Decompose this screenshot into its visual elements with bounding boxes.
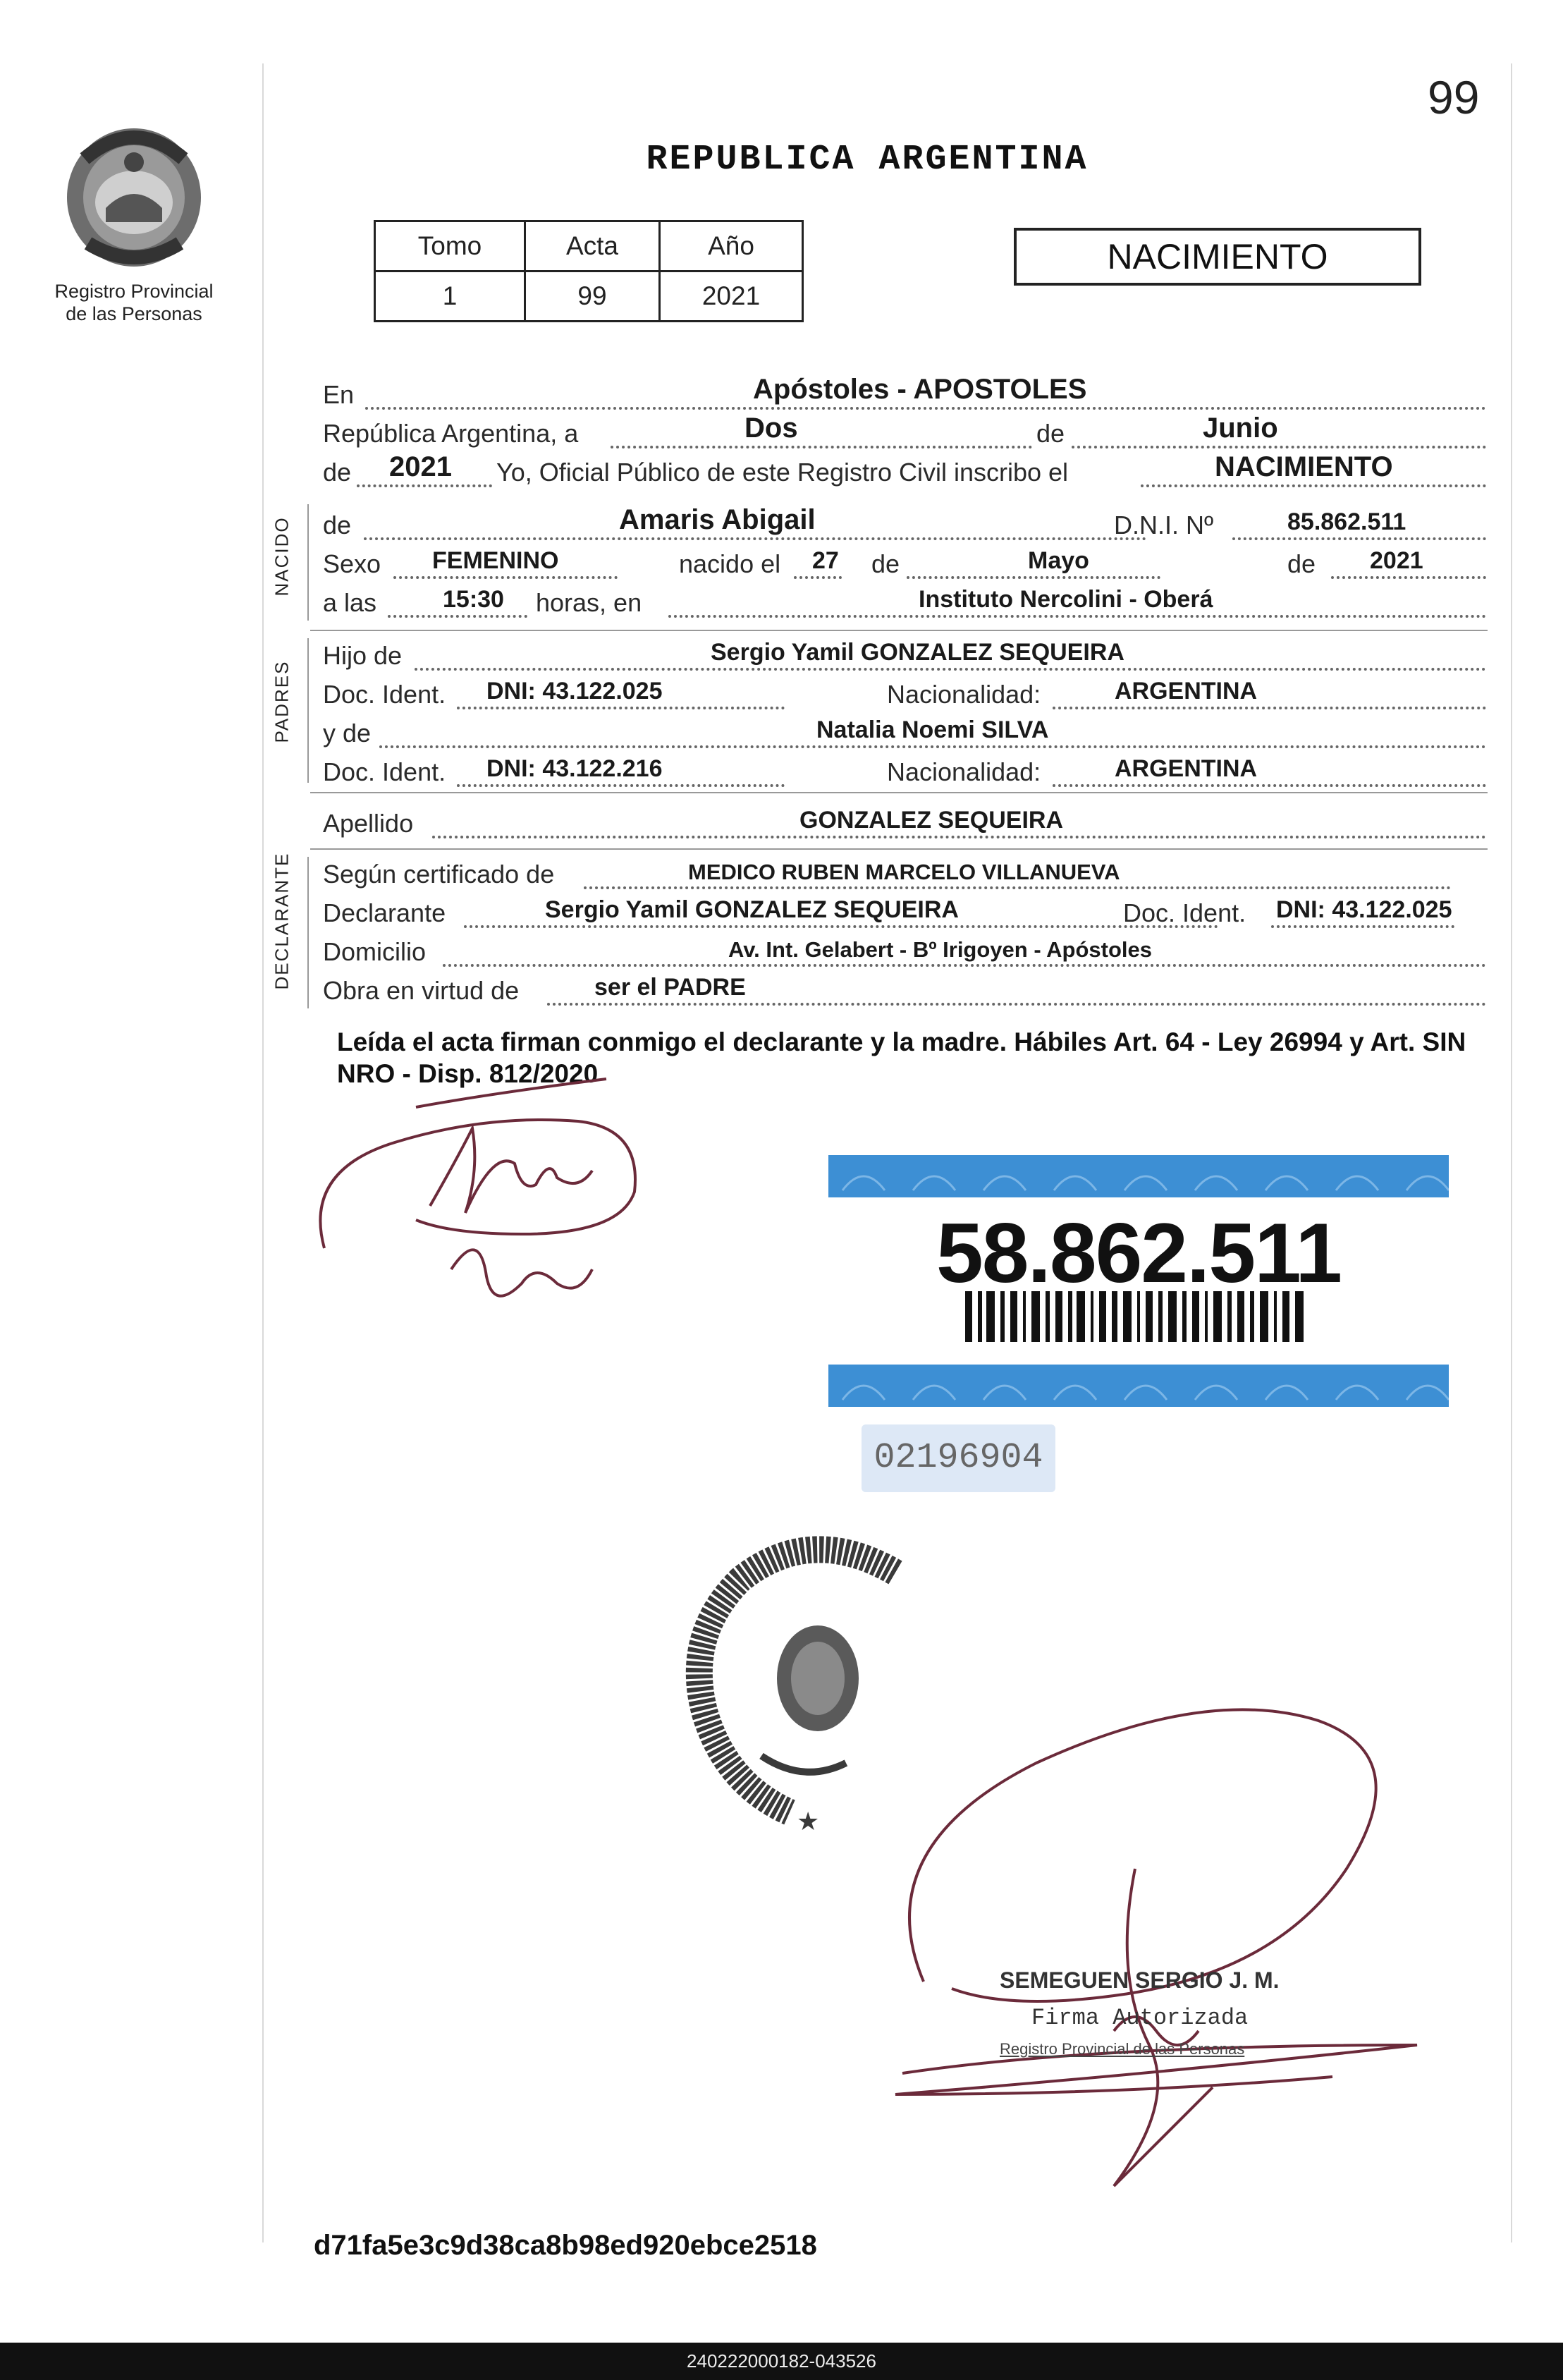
label-en: En bbox=[323, 380, 355, 409]
dotted-line bbox=[1072, 446, 1486, 448]
tomo-header: Tomo bbox=[375, 221, 525, 271]
dotted-line bbox=[388, 615, 527, 618]
dotted-line bbox=[415, 668, 1486, 671]
acta-value: 99 bbox=[525, 271, 660, 322]
dotted-line bbox=[432, 836, 1486, 838]
acta-header: Acta bbox=[525, 221, 660, 271]
label-doc-ident: Doc. Ident. bbox=[323, 680, 446, 709]
nacido-section-bar bbox=[307, 504, 309, 621]
dotted-line bbox=[1053, 784, 1486, 787]
father-name-value: Sergio Yamil GONZALEZ SEQUEIRA bbox=[711, 639, 1124, 666]
label-de: de bbox=[1036, 419, 1065, 448]
nacido-section-label: NACIDO bbox=[271, 516, 293, 597]
padres-section-label: PADRES bbox=[271, 660, 293, 743]
dotted-line bbox=[547, 1003, 1486, 1006]
dotted-line bbox=[464, 925, 1218, 928]
section-separator bbox=[310, 630, 1488, 631]
sticker-number: 58.862.511 bbox=[936, 1206, 1341, 1300]
signer-name: SEMEGUEN SERGIO J. M. bbox=[1000, 1967, 1280, 1993]
oficial-text: Yo, Oficial Público de este Registro Civil inscribo el bbox=[496, 458, 1069, 487]
birth-time-value: 15:30 bbox=[443, 586, 504, 613]
reference-table-value-row bbox=[375, 271, 803, 322]
child-dni-value: 85.862.511 bbox=[1287, 508, 1406, 535]
label-de-year: de bbox=[323, 458, 352, 487]
dotted-line bbox=[357, 484, 492, 487]
authorized-signature bbox=[881, 1678, 1502, 2214]
logo-caption-line-2: de las Personas bbox=[66, 303, 202, 324]
label-de-month: de bbox=[1287, 549, 1316, 578]
label-republica: República Argentina, a bbox=[323, 419, 579, 448]
row-hijo-de bbox=[323, 633, 1486, 675]
dotted-line bbox=[1141, 484, 1486, 487]
row-obra bbox=[323, 968, 1486, 1010]
dotted-line bbox=[365, 407, 1486, 410]
label-obra-en-virtud: Obra en virtud de bbox=[323, 976, 520, 1005]
declarante-name-value: Sergio Yamil GONZALEZ SEQUEIRA bbox=[545, 896, 959, 923]
anio-value: 2021 bbox=[660, 271, 803, 322]
label-de-name: de bbox=[323, 511, 352, 539]
mother-name-value: Natalia Noemi SILVA bbox=[816, 716, 1049, 743]
row-y-de bbox=[323, 710, 1486, 752]
birth-day-value: 27 bbox=[812, 547, 839, 574]
father-nationality-value: ARGENTINA bbox=[1115, 678, 1258, 704]
day-value: Dos bbox=[744, 413, 798, 444]
domicilio-value: Av. Int. Gelabert - Bº Irigoyen - Apóstoles bbox=[728, 937, 1152, 962]
row-certificado bbox=[323, 851, 1486, 893]
father-doc-value: DNI: 43.122.025 bbox=[486, 678, 663, 704]
mother-doc-value: DNI: 43.122.216 bbox=[486, 755, 663, 782]
declarant-signature bbox=[310, 1072, 677, 1326]
logo-caption-line-1: Registro Provincial bbox=[54, 281, 214, 302]
reference-table-header-row bbox=[375, 221, 803, 271]
dotted-line bbox=[1053, 707, 1486, 709]
row-father-doc bbox=[323, 671, 1486, 714]
declarante-section-label: DECLARANTE bbox=[271, 852, 293, 990]
row-en bbox=[323, 372, 1486, 414]
padres-section-bar bbox=[307, 638, 309, 783]
birth-year-value: 2021 bbox=[1370, 547, 1423, 574]
section-separator bbox=[310, 792, 1488, 793]
row-hora bbox=[323, 580, 1486, 622]
dotted-line bbox=[393, 576, 618, 579]
legal-text: Leída el acta firman conmigo el declarante y la madre. Hábiles Art. 64 - Ley 26994 y Art. SIN NRO - Disp. 812/2020 bbox=[337, 1027, 1466, 1088]
label-nacionalidad: Nacionalidad: bbox=[887, 680, 1041, 709]
place-value: Apóstoles - APOSTOLES bbox=[753, 374, 1087, 405]
dotted-line bbox=[379, 745, 1486, 748]
label-de-day: de bbox=[871, 549, 900, 578]
document-header: REPUBLICA ARGENTINA bbox=[646, 140, 1089, 180]
signer-title: Firma Autorizada bbox=[1031, 2005, 1249, 2031]
label-nacido-el: nacido el bbox=[679, 549, 781, 578]
birth-month-value: Mayo bbox=[1028, 547, 1089, 574]
mother-nationality-value: ARGENTINA bbox=[1115, 755, 1258, 782]
reference-table bbox=[374, 220, 804, 322]
dotted-line bbox=[668, 615, 1486, 618]
label-domicilio: Domicilio bbox=[323, 937, 427, 966]
act-type-box: NACIMIENTO bbox=[1014, 228, 1421, 286]
row-domicilio bbox=[323, 929, 1486, 971]
label-sexo: Sexo bbox=[323, 549, 381, 578]
province-seal-logo bbox=[56, 123, 212, 279]
section-separator bbox=[310, 848, 1488, 850]
label-doc-ident: Doc. Ident. bbox=[323, 757, 446, 786]
dotted-line bbox=[907, 576, 1160, 579]
declarante-section-bar bbox=[307, 857, 309, 1008]
label-hijo-de: Hijo de bbox=[323, 641, 403, 670]
year-value: 2021 bbox=[389, 451, 452, 482]
label-segun-certificado: Según certificado de bbox=[323, 860, 555, 889]
anio-header: Año bbox=[660, 221, 803, 271]
footer-id: 240222000182-043526 bbox=[687, 2350, 876, 2372]
certificate-value: MEDICO RUBEN MARCELO VILLANUEVA bbox=[688, 860, 1120, 884]
child-name-value: Amaris Abigail bbox=[619, 504, 816, 535]
row-nacido-name bbox=[323, 502, 1486, 544]
dotted-line bbox=[584, 886, 1451, 889]
svg-text:★: ★ bbox=[797, 1807, 820, 1836]
document-hash: d71fa5e3c9d38ca8b98ed920ebce2518 bbox=[314, 2230, 817, 2261]
row-sexo bbox=[323, 541, 1486, 583]
dotted-line bbox=[364, 537, 1146, 540]
row-declarante bbox=[323, 890, 1486, 932]
tomo-value: 1 bbox=[375, 271, 525, 322]
logo-caption bbox=[35, 280, 233, 325]
dotted-line bbox=[1331, 576, 1486, 579]
right-margin-line bbox=[1511, 63, 1512, 2242]
dotted-line bbox=[1232, 537, 1486, 540]
dotted-line bbox=[1271, 925, 1454, 928]
dotted-line bbox=[443, 964, 1486, 967]
label-a-las: a las bbox=[323, 588, 377, 617]
label-y-de: y de bbox=[323, 719, 372, 747]
birth-place-value: Instituto Nercolini - Oberá bbox=[919, 586, 1213, 613]
dotted-line bbox=[611, 446, 1032, 448]
label-nacionalidad: Nacionalidad: bbox=[887, 757, 1041, 786]
month-value: Junio bbox=[1203, 413, 1278, 444]
serial-stamp: 02196904 bbox=[862, 1424, 1055, 1492]
label-declarante: Declarante bbox=[323, 898, 446, 927]
dotted-line bbox=[794, 576, 842, 579]
row-apellido bbox=[323, 800, 1486, 843]
obra-value: ser el PADRE bbox=[594, 974, 746, 1001]
label-apellido: Apellido bbox=[323, 809, 414, 838]
dotted-line bbox=[457, 784, 785, 787]
signer-registry: Registro Provincial de las Personas bbox=[1000, 2040, 1245, 2058]
row-republica bbox=[323, 410, 1486, 453]
row-year bbox=[323, 449, 1486, 492]
page-number: 99 bbox=[1428, 71, 1480, 123]
act-word-value: NACIMIENTO bbox=[1215, 451, 1393, 482]
label-horas-en: horas, en bbox=[536, 588, 642, 617]
row-mother-doc bbox=[323, 749, 1486, 791]
declarante-doc-value: DNI: 43.122.025 bbox=[1276, 896, 1452, 923]
sexo-value: FEMENINO bbox=[432, 547, 559, 574]
apellido-value: GONZALEZ SEQUEIRA bbox=[799, 807, 1064, 834]
label-doc-ident: Doc. Ident. bbox=[1123, 898, 1246, 927]
left-margin-line bbox=[262, 63, 264, 2242]
dotted-line bbox=[457, 707, 785, 709]
label-dni: D.N.I. Nº bbox=[1114, 511, 1214, 539]
